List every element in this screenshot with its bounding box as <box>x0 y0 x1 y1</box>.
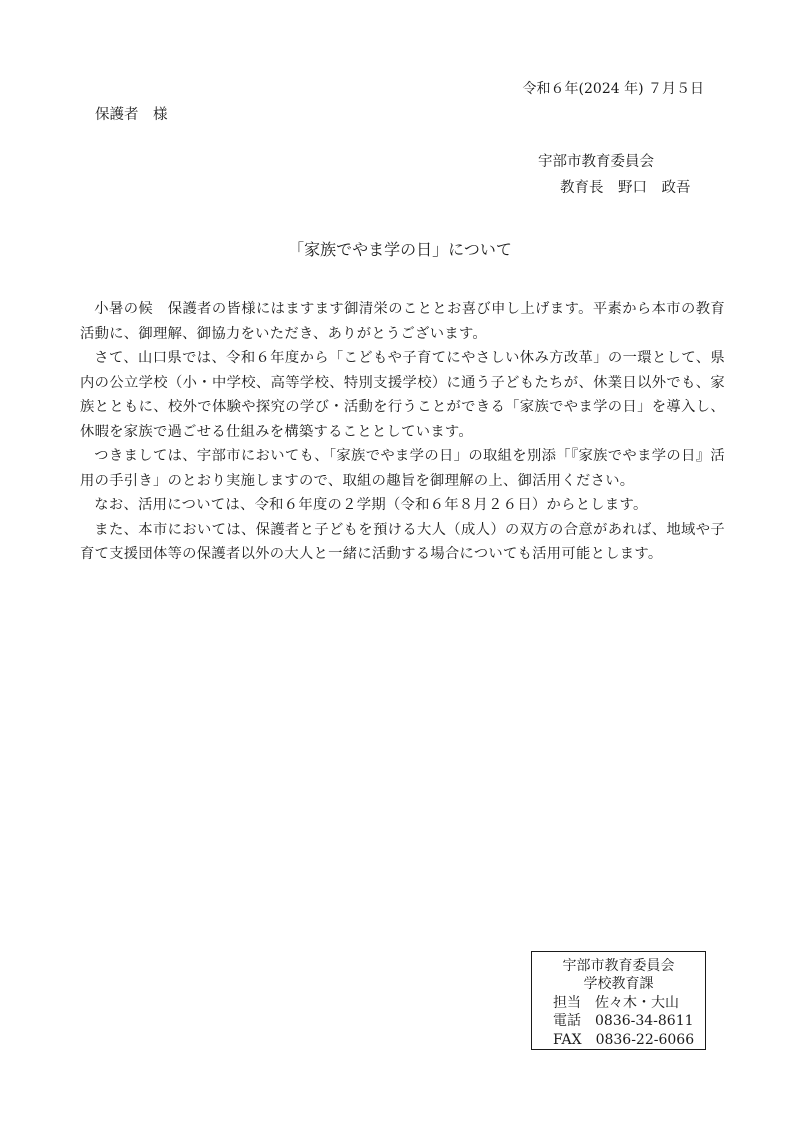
body-text <box>80 297 725 567</box>
recipient-line: 保護者 様 <box>95 107 168 123</box>
body-paragraph: なお、活用については、令和６年度の２学期（令和６年８月２６日）からとします。 <box>94 497 648 513</box>
body-paragraph: つきましては、宇部市においても、「家族でやま学の日」の取組を別添「『家族でやま学の日』活用の手引き」のとおり実施しますので、取組の趣旨を御理解の上、御活用ください。 <box>80 448 725 489</box>
contact-organization: 宇部市教育委員会 <box>562 958 675 974</box>
body-paragraph: また、本市においては、保護者と子どもを預ける大人（成人）の双方の合意があれば、地域や子育て支援団体等の保護者以外の大人と一緒に活動する場合についても活用可能とします。 <box>80 521 725 562</box>
document-title: 「家族でやま学の日」について <box>288 240 512 259</box>
body-paragraph: さて、山口県では、令和６年度から「こどもや子育てにやさしい休み方改革」の一環として、県内の公立学校（小・中学校、高等学校、特別支援学校）に通う子どもたちが、休業日以外でも、家族とともに、校外で体験や探究の学び・活動を行うことができる「家族でやま学の日」を導入し、休暇を家族で過ごせる仕組みを構築することとしています。 <box>80 350 725 440</box>
contact-fax: FAX 0836-22-6066 <box>553 1031 695 1048</box>
contact-department: 学校教育課 <box>583 976 654 993</box>
contact-phone: 電話 0836-34-8611 <box>553 1013 694 1030</box>
body-paragraph: 小暑の候 保護者の皆様にはますます御清栄のこととお喜び申し上げます。平素から本市の教育活動に、御理解、御協力をいただき、ありがとうございます。 <box>80 301 725 342</box>
contact-person: 担当 佐々木・大山 <box>553 994 679 1011</box>
document-date: 令和６年(2024 年) ７月５日 <box>522 81 704 97</box>
contact-box <box>531 951 706 1050</box>
issuer-person: 教育長 野口 政吾 <box>560 180 691 196</box>
issuer-organization: 宇部市教育委員会 <box>538 154 654 170</box>
